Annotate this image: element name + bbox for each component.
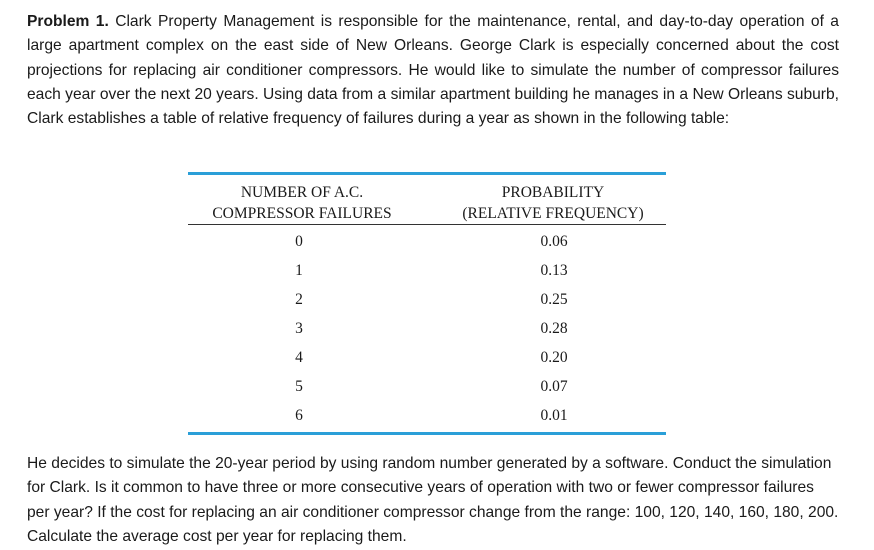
failures-cell: 0 bbox=[295, 233, 303, 250]
table-bottom-rule bbox=[188, 432, 666, 435]
problem-question: He decides to simulate the 20-year period by using random number generated by a software. Conduct the simulation for Clark. Is it common to have three or more consecutive years of operation with two or fewer compressor failures per year? If the cost for replacing an air conditioner compressor change from the range: 100, 120, 140, 160, 180, 200. Calculate the average cost per year for replacing them. bbox=[27, 455, 839, 545]
problem-label: Problem 1. bbox=[27, 13, 109, 30]
probability-cell: 0.01 bbox=[540, 407, 568, 424]
probability-cell: 0.25 bbox=[540, 291, 568, 308]
failures-cell: 6 bbox=[295, 407, 303, 424]
header-failures-line2: COMPRESSOR FAILURES bbox=[212, 205, 392, 222]
failures-cell: 4 bbox=[295, 349, 303, 366]
failures-cell: 5 bbox=[295, 378, 303, 395]
failures-cell: 3 bbox=[295, 320, 303, 337]
probability-cell: 0.20 bbox=[540, 349, 568, 366]
table-header-rule bbox=[188, 224, 666, 225]
table-top-rule bbox=[188, 172, 666, 175]
probability-cell: 0.07 bbox=[540, 378, 568, 395]
probability-cell: 0.13 bbox=[540, 262, 568, 279]
header-prob-line1: PROBABILITY bbox=[501, 184, 605, 201]
probability-cell: 0.28 bbox=[540, 320, 568, 337]
failures-cell: 1 bbox=[295, 262, 303, 279]
header-probability bbox=[440, 182, 666, 224]
probability-cell: 0.06 bbox=[540, 233, 568, 250]
problem-statement bbox=[27, 10, 839, 131]
problem-text: Clark Property Management is responsible for the maintenance, rental, and day-to-day operation of a large apartment complex on the east side of New Orleans. George Clark is especially concerned about the cost projections for replacing air conditioner compressors. He would like to simulate the number of compressor failures each year over the next 20 years. Using data from a similar apartment building he manages in a New Orleans suburb, Clark establishes a table of relative frequency of failures during a year as shown in the following table: bbox=[27, 13, 839, 128]
header-prob-line2: (RELATIVE FREQUENCY) bbox=[462, 205, 644, 222]
failures-cell: 2 bbox=[295, 291, 303, 308]
header-failures-line1: NUMBER OF A.C. bbox=[240, 184, 364, 201]
header-compressor-failures bbox=[188, 182, 416, 224]
